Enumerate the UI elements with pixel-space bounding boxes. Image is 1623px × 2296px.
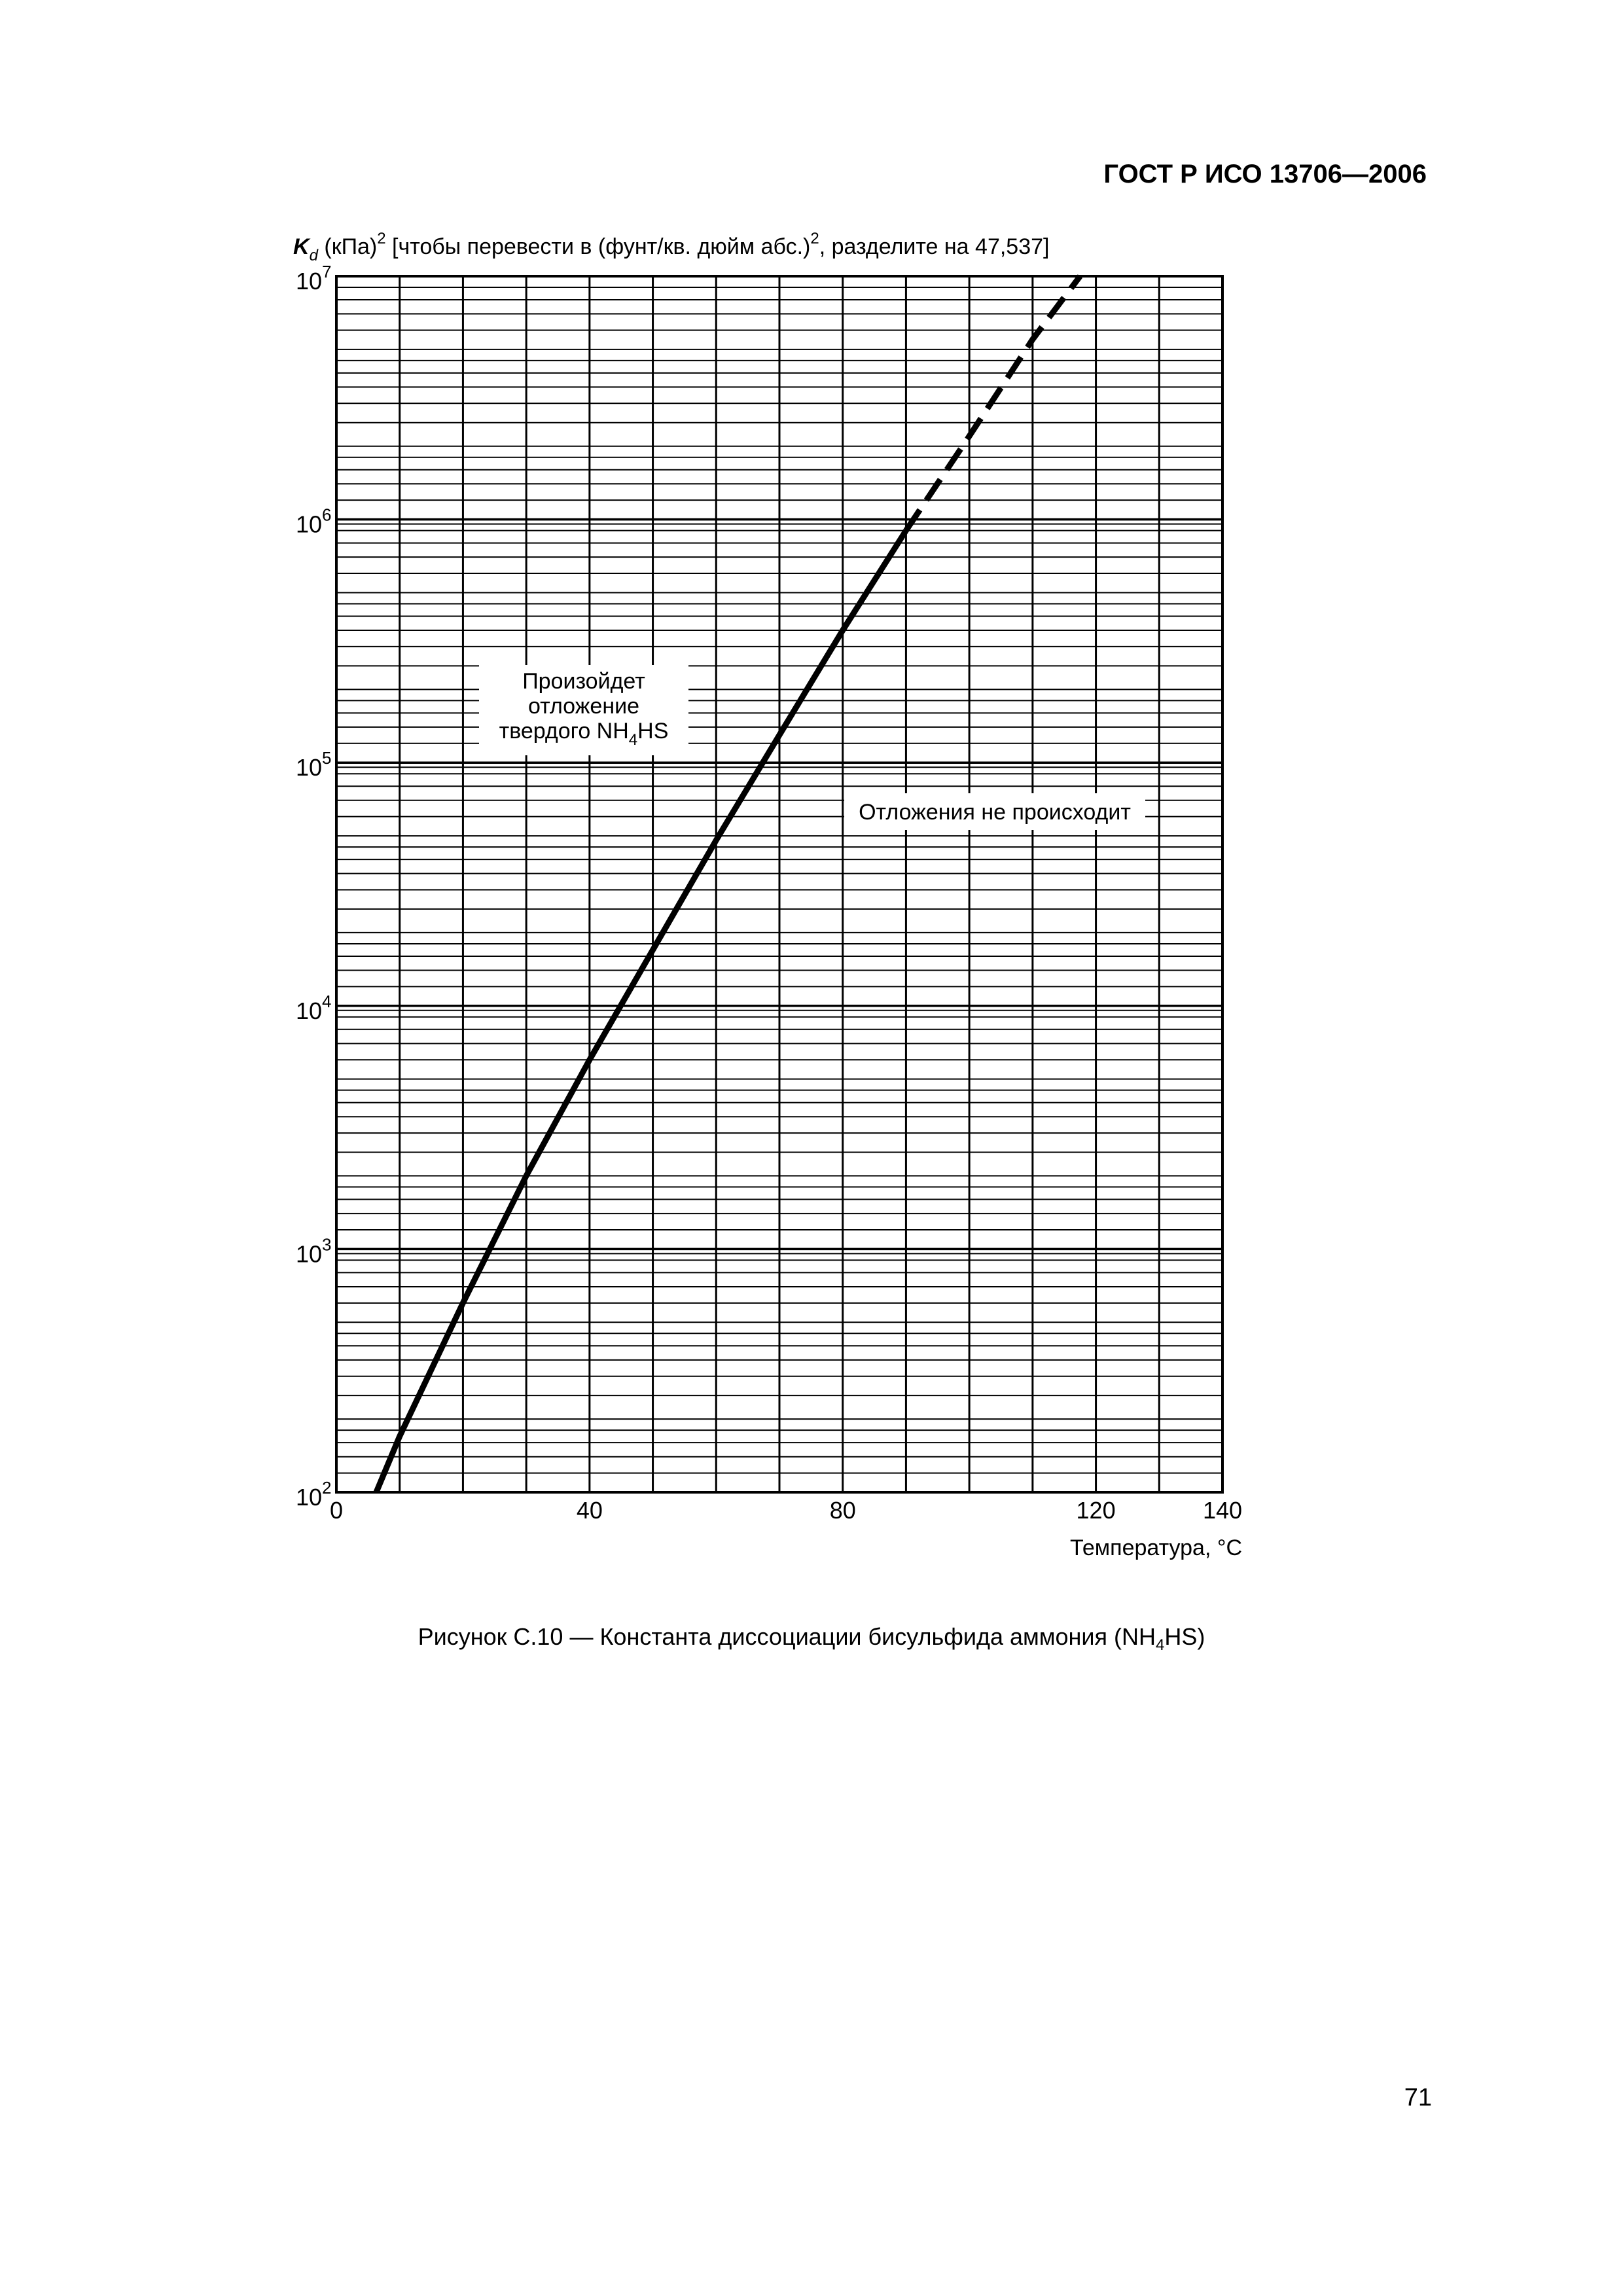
y-tick-label xyxy=(296,748,332,781)
x-tick-label: 140 xyxy=(1202,1497,1243,1524)
annotation-deposit-line: Произойдет xyxy=(522,669,645,694)
y-title-note: [чтобы перевести в (фунт/кв. дюйм абс.) xyxy=(385,234,811,259)
figure-caption xyxy=(0,1623,1623,1655)
y-title-symbol: K xyxy=(293,234,310,259)
annotation-deposit-prefix: твердого NH xyxy=(499,719,629,744)
page-number: 71 xyxy=(1404,2084,1432,2111)
x-tick-label: 80 xyxy=(829,1497,856,1524)
x-axis-label: Температура, °С xyxy=(1070,1535,1242,1560)
y-tick-base: 10 xyxy=(296,1240,323,1268)
y-tick-label xyxy=(296,1478,332,1511)
y-title-unit-sup: 2 xyxy=(377,230,386,247)
y-title-subscript: d xyxy=(309,247,318,264)
y-tick-label xyxy=(296,505,332,538)
x-tick-label: 0 xyxy=(329,1497,344,1524)
y-tick-exponent: 4 xyxy=(322,991,332,1011)
y-tick-base: 10 xyxy=(296,997,323,1024)
y-title-note-end: , разделите на 47,537] xyxy=(819,234,1050,259)
y-tick-label xyxy=(296,262,332,295)
y-tick-exponent: 6 xyxy=(322,505,332,525)
annotation-deposit-subscript: 4 xyxy=(628,731,638,749)
y-tick-base: 10 xyxy=(296,754,323,781)
y-tick-exponent: 3 xyxy=(322,1234,332,1255)
annotation-no-deposit: Отложения не происходит xyxy=(859,800,1131,825)
x-tick-label: 120 xyxy=(1076,1497,1116,1524)
caption-prefix: Рисунок С.10 — Константа диссоциации бисульфида аммония (NH xyxy=(418,1623,1156,1650)
caption-suffix: HS) xyxy=(1164,1623,1205,1650)
y-title-unit: (кПа) xyxy=(317,234,378,259)
y-tick-exponent: 5 xyxy=(322,748,332,768)
y-tick-base: 10 xyxy=(296,1484,323,1511)
y-title-note-sup: 2 xyxy=(810,230,819,247)
y-tick-label xyxy=(296,992,332,1024)
y-axis-title xyxy=(293,230,1049,264)
y-tick-base: 10 xyxy=(296,268,323,295)
x-tick-label: 40 xyxy=(576,1497,603,1524)
caption-subscript: 4 xyxy=(1156,1636,1165,1655)
document-code: ГОСТ Р ИСО 13706—2006 xyxy=(1103,160,1427,188)
annotation-deposit-line: отложение xyxy=(527,694,640,719)
y-tick-label xyxy=(296,1234,332,1267)
y-tick-base: 10 xyxy=(296,511,323,538)
y-tick-exponent: 2 xyxy=(322,1478,332,1498)
annotation-deposit-suffix: HS xyxy=(637,719,669,744)
y-tick-exponent: 7 xyxy=(322,262,332,281)
